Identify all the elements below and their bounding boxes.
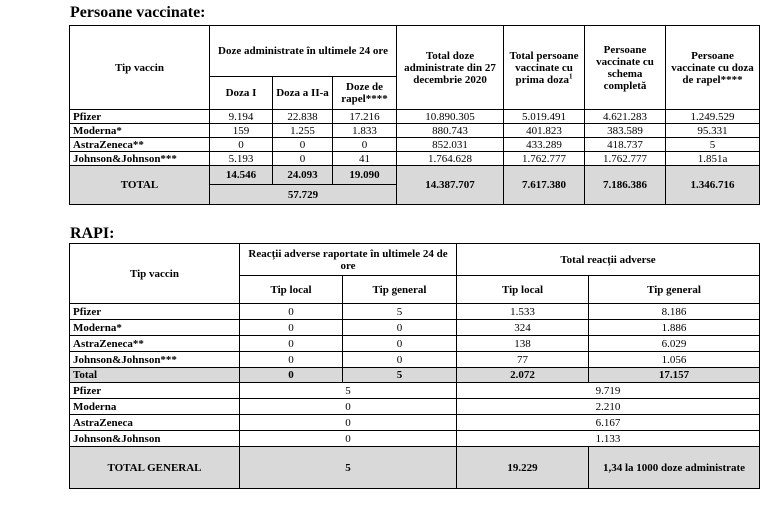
- row-label: Pfizer: [70, 110, 210, 124]
- col-header-booster-persons: Persoane vaccinate cu doza de rapel****: [666, 26, 760, 110]
- cell-general-total: 6.029: [589, 336, 760, 352]
- cell-total-doses: 880.743: [397, 124, 504, 138]
- total-first-dose: 7.617.380: [504, 166, 585, 205]
- summary-row: [70, 399, 760, 415]
- row-label: Moderna*: [70, 320, 240, 336]
- cell-dose2: 0: [273, 138, 333, 152]
- table-row: [70, 138, 760, 152]
- row-label: Johnson&Johnson***: [70, 152, 210, 166]
- cell-booster-doses: 1.833: [333, 124, 397, 138]
- vaccinated-table: [69, 25, 760, 205]
- cell-dose2: 1.255: [273, 124, 333, 138]
- cell-reactions-24h: 0: [240, 399, 457, 415]
- col-header-local-24h: Tip local: [240, 276, 343, 304]
- col-header-complete-scheme: Persoane vaccinate cu schema completă: [585, 26, 666, 110]
- col-header-vaccine-type: Tip vaccin: [70, 26, 210, 110]
- table-row: [70, 110, 760, 124]
- cell-total-doses: 852.031: [397, 138, 504, 152]
- total-dose2: 24.093: [273, 166, 333, 185]
- col-header-local-total: Tip local: [457, 276, 589, 304]
- cell-local-24h: 0: [240, 320, 343, 336]
- col-header-doses-24h: Doze administrate în ultimele 24 ore: [210, 26, 397, 77]
- cell-reactions-24h: 0: [240, 431, 457, 447]
- cell-general-24h: 0: [343, 352, 457, 368]
- cell-dose1: 0: [210, 138, 273, 152]
- cell-first-dose: 5.019.491: [504, 110, 585, 124]
- table-row: [70, 352, 760, 368]
- table-row: [70, 124, 760, 138]
- col-header-dose2: Doza a II-a: [273, 77, 333, 110]
- table-row: [70, 320, 760, 336]
- cell-dose2: 0: [273, 152, 333, 166]
- cell-reactions-24h: 0: [240, 415, 457, 431]
- cell-first-dose: 1.762.777: [504, 152, 585, 166]
- col-header-vaccine-type: Tip vaccin: [70, 244, 240, 304]
- row-label: Pfizer: [70, 304, 240, 320]
- cell-first-dose: 401.823: [504, 124, 585, 138]
- row-label: Moderna: [70, 399, 240, 415]
- grand-total-24h: 5: [240, 447, 457, 489]
- grand-total-rate: 1,34 la 1000 doze administrate: [589, 447, 760, 489]
- total-row: [70, 368, 760, 383]
- cell-general-total: 1.056: [589, 352, 760, 368]
- total-label: TOTAL: [70, 166, 210, 205]
- grand-total-label: TOTAL GENERAL: [70, 447, 240, 489]
- cell-total-doses: 10.890.305: [397, 110, 504, 124]
- summary-row: [70, 431, 760, 447]
- vaccinated-heading: Persoane vaccinate:: [70, 4, 206, 21]
- col-header-dose1: Doza I: [210, 77, 273, 110]
- cell-booster-persons: 95.331: [666, 124, 760, 138]
- cell-general-24h: 0: [343, 336, 457, 352]
- cell-booster-persons: 1.249.529: [666, 110, 760, 124]
- cell-dose1: 5.193: [210, 152, 273, 166]
- cell-local-total: 324: [457, 320, 589, 336]
- cell-local-24h: 0: [240, 336, 343, 352]
- cell-dose1: 9.194: [210, 110, 273, 124]
- grand-total-row: [70, 447, 760, 489]
- total-complete: 7.186.386: [585, 166, 666, 205]
- cell-booster-persons: 5: [666, 138, 760, 152]
- cell-reactions-total: 6.167: [457, 415, 760, 431]
- cell-general-24h: 5: [343, 304, 457, 320]
- table-row: [70, 152, 760, 166]
- cell-dose2: 22.838: [273, 110, 333, 124]
- cell-booster-doses: 41: [333, 152, 397, 166]
- cell-total-doses: 1.764.628: [397, 152, 504, 166]
- total-local-total: 2.072: [457, 368, 589, 383]
- col-header-reactions-total: Total reacții adverse: [457, 244, 760, 276]
- cell-local-total: 1.533: [457, 304, 589, 320]
- cell-complete: 4.621.283: [585, 110, 666, 124]
- col-header-total-doses: Total doze administrate din 27 decembrie 2020: [397, 26, 504, 110]
- cell-booster-persons: 1.851a: [666, 152, 760, 166]
- total-booster-doses: 19.090: [333, 166, 397, 185]
- col-header-general-total: Tip general: [589, 276, 760, 304]
- table-row: [70, 304, 760, 320]
- row-label: Johnson&Johnson***: [70, 352, 240, 368]
- summary-row: [70, 415, 760, 431]
- row-label: AstraZeneca**: [70, 138, 210, 152]
- cell-reactions-total: 2.210: [457, 399, 760, 415]
- cell-general-total: 8.186: [589, 304, 760, 320]
- row-label: Pfizer: [70, 383, 240, 399]
- col-header-general-24h: Tip general: [343, 276, 457, 304]
- cell-local-total: 138: [457, 336, 589, 352]
- cell-reactions-24h: 5: [240, 383, 457, 399]
- total-row: [70, 166, 760, 185]
- total-dose1: 14.546: [210, 166, 273, 185]
- cell-complete: 383.589: [585, 124, 666, 138]
- total-booster-persons: 1.346.716: [666, 166, 760, 205]
- total-doses: 14.387.707: [397, 166, 504, 205]
- rapi-table: [69, 243, 760, 489]
- cell-local-24h: 0: [240, 304, 343, 320]
- cell-local-24h: 0: [240, 352, 343, 368]
- row-label: Moderna*: [70, 124, 210, 138]
- cell-first-dose: 433.289: [504, 138, 585, 152]
- total-24h-sum: 57.729: [210, 185, 397, 205]
- cell-booster-doses: 17.216: [333, 110, 397, 124]
- cell-general-24h: 0: [343, 320, 457, 336]
- cell-complete: 1.762.777: [585, 152, 666, 166]
- cell-general-total: 1.886: [589, 320, 760, 336]
- row-label: AstraZeneca: [70, 415, 240, 431]
- cell-booster-doses: 0: [333, 138, 397, 152]
- total-general-24h: 5: [343, 368, 457, 383]
- row-label: AstraZeneca**: [70, 336, 240, 352]
- cell-reactions-total: 9.719: [457, 383, 760, 399]
- table-row: [70, 336, 760, 352]
- summary-row: [70, 383, 760, 399]
- cell-local-total: 77: [457, 352, 589, 368]
- total-local-24h: 0: [240, 368, 343, 383]
- row-label: Johnson&Johnson: [70, 431, 240, 447]
- grand-total-reactions: 19.229: [457, 447, 589, 489]
- col-header-booster-doses: Doze de rapel****: [333, 77, 397, 110]
- col-header-first-dose: Total persoane vaccinate cu prima doza$^1$: [504, 26, 585, 110]
- total-general-total: 17.157: [589, 368, 760, 383]
- rapi-heading: RAPI:: [70, 225, 115, 242]
- total-label: Total: [70, 368, 240, 383]
- col-header-reactions-24h: Reacții adverse raportate în ultimele 24 de ore: [240, 244, 457, 276]
- cell-reactions-total: 1.133: [457, 431, 760, 447]
- cell-dose1: 159: [210, 124, 273, 138]
- cell-complete: 418.737: [585, 138, 666, 152]
